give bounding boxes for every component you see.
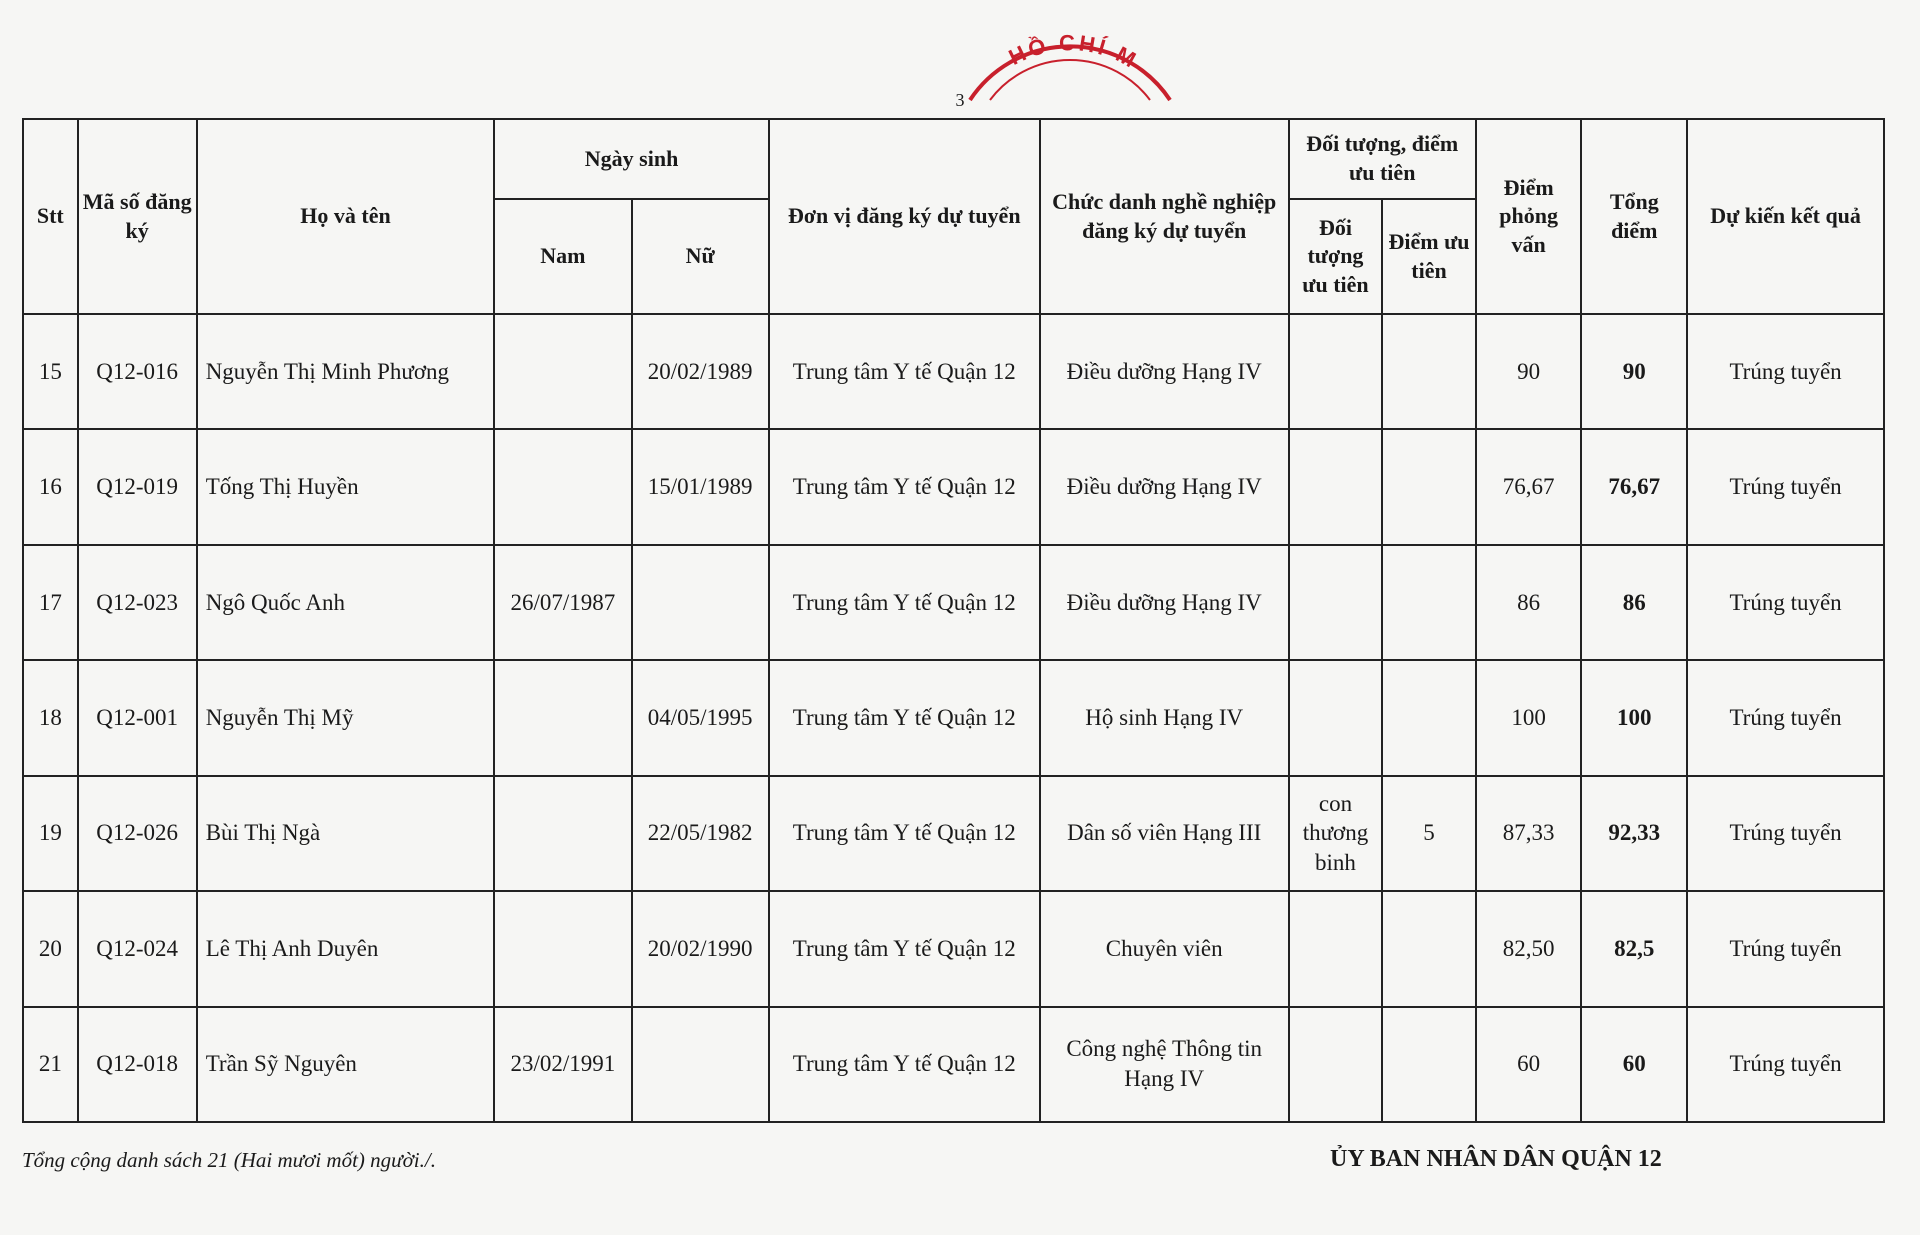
cell-stt: 18: [23, 660, 78, 775]
cell-ma-so: Q12-016: [78, 314, 197, 429]
cell-chuc-danh: Điều dưỡng Hạng IV: [1040, 314, 1289, 429]
cell-ma-so: Q12-023: [78, 545, 197, 660]
cell-chuc-danh: Điều dưỡng Hạng IV: [1040, 545, 1289, 660]
cell-diem-phong-van: 82,50: [1476, 891, 1582, 1006]
cell-du-kien: Trúng tuyển: [1687, 776, 1884, 891]
cell-nu: 20/02/1990: [632, 891, 769, 1006]
cell-don-vi: Trung tâm Y tế Quận 12: [769, 314, 1040, 429]
cell-du-kien: Trúng tuyển: [1687, 891, 1884, 1006]
cell-nam: [494, 891, 631, 1006]
cell-chuc-danh: Công nghệ Thông tin Hạng IV: [1040, 1007, 1289, 1122]
results-table: [22, 118, 1885, 1123]
cell-ho-ten: Tống Thị Huyền: [197, 429, 495, 544]
cell-tong-diem: 76,67: [1581, 429, 1687, 544]
cell-ma-so: Q12-018: [78, 1007, 197, 1122]
cell-diem-uu-tien: [1382, 891, 1476, 1006]
cell-nam: 26/07/1987: [494, 545, 631, 660]
cell-du-kien: Trúng tuyển: [1687, 429, 1884, 544]
cell-diem-uu-tien: [1382, 429, 1476, 544]
issuing-authority: ỦY BAN NHÂN DÂN QUẬN 12: [1330, 1146, 1662, 1172]
cell-doi-tuong: [1289, 1007, 1383, 1122]
header-diem-phong-van: Điểm phỏng vấn: [1476, 119, 1582, 314]
cell-doi-tuong: [1289, 660, 1383, 775]
cell-tong-diem: 100: [1581, 660, 1687, 775]
cell-stt: 16: [23, 429, 78, 544]
cell-chuc-danh: Hộ sinh Hạng IV: [1040, 660, 1289, 775]
cell-nu: [632, 545, 769, 660]
cell-diem-phong-van: 76,67: [1476, 429, 1582, 544]
cell-chuc-danh: Dân số viên Hạng III: [1040, 776, 1289, 891]
header-nu: Nữ: [632, 199, 769, 314]
cell-don-vi: Trung tâm Y tế Quận 12: [769, 776, 1040, 891]
cell-don-vi: Trung tâm Y tế Quận 12: [769, 545, 1040, 660]
cell-doi-tuong: [1289, 429, 1383, 544]
cell-du-kien: Trúng tuyển: [1687, 314, 1884, 429]
cell-du-kien: Trúng tuyển: [1687, 660, 1884, 775]
cell-tong-diem: 82,5: [1581, 891, 1687, 1006]
header-doi-tuong: Đối tượng ưu tiên: [1289, 199, 1383, 314]
header-diem-uu-tien: Điểm ưu tiên: [1382, 199, 1476, 314]
cell-doi-tuong: [1289, 314, 1383, 429]
table-row: [23, 314, 1884, 429]
table-row: [23, 891, 1884, 1006]
cell-ma-so: Q12-001: [78, 660, 197, 775]
cell-don-vi: Trung tâm Y tế Quận 12: [769, 660, 1040, 775]
header-du-kien: Dự kiến kết quả: [1687, 119, 1884, 314]
cell-ho-ten: Lê Thị Anh Duyên: [197, 891, 495, 1006]
cell-diem-phong-van: 60: [1476, 1007, 1582, 1122]
header-ma-so: Mã số đăng ký: [78, 119, 197, 314]
cell-stt: 17: [23, 545, 78, 660]
svg-text:HỒ CHÍ M: [1005, 30, 1143, 74]
cell-chuc-danh: Điều dưỡng Hạng IV: [1040, 429, 1289, 544]
cell-nu: 22/05/1982: [632, 776, 769, 891]
cell-don-vi: Trung tâm Y tế Quận 12: [769, 1007, 1040, 1122]
seal-text: HỒ CHÍ M: [1004, 30, 1143, 74]
cell-diem-phong-van: 90: [1476, 314, 1582, 429]
cell-doi-tuong: [1289, 891, 1383, 1006]
cell-du-kien: Trúng tuyển: [1687, 1007, 1884, 1122]
cell-tong-diem: 90: [1581, 314, 1687, 429]
cell-ho-ten: Trần Sỹ Nguyên: [197, 1007, 495, 1122]
cell-diem-uu-tien: [1382, 545, 1476, 660]
cell-don-vi: Trung tâm Y tế Quận 12: [769, 429, 1040, 544]
cell-ho-ten: Ngô Quốc Anh: [197, 545, 495, 660]
total-count-note: Tổng cộng danh sách 21 (Hai mươi mốt) người./.: [22, 1148, 436, 1172]
cell-doi-tuong: con thương binh: [1289, 776, 1383, 891]
cell-diem-phong-van: 87,33: [1476, 776, 1582, 891]
cell-nu: 04/05/1995: [632, 660, 769, 775]
header-tong-diem: Tổng điểm: [1581, 119, 1687, 314]
cell-ho-ten: Nguyễn Thị Minh Phương: [197, 314, 495, 429]
header-stt: Stt: [23, 119, 78, 314]
cell-ma-so: Q12-026: [78, 776, 197, 891]
cell-nu: 20/02/1989: [632, 314, 769, 429]
table-row: [23, 429, 1884, 544]
header-doi-tuong-group: Đối tượng, điểm ưu tiên: [1289, 119, 1476, 199]
header-ngay-sinh: Ngày sinh: [494, 119, 769, 199]
cell-du-kien: Trúng tuyển: [1687, 545, 1884, 660]
table-row: [23, 776, 1884, 891]
cell-ho-ten: Nguyễn Thị Mỹ: [197, 660, 495, 775]
cell-stt: 15: [23, 314, 78, 429]
cell-stt: 19: [23, 776, 78, 891]
cell-diem-phong-van: 100: [1476, 660, 1582, 775]
cell-diem-uu-tien: [1382, 660, 1476, 775]
cell-diem-uu-tien: [1382, 1007, 1476, 1122]
cell-ma-so: Q12-019: [78, 429, 197, 544]
cell-nam: [494, 660, 631, 775]
cell-ma-so: Q12-024: [78, 891, 197, 1006]
header-ho-ten: Họ và tên: [197, 119, 495, 314]
cell-tong-diem: 60: [1581, 1007, 1687, 1122]
cell-nu: [632, 1007, 769, 1122]
cell-nu: 15/01/1989: [632, 429, 769, 544]
cell-stt: 21: [23, 1007, 78, 1122]
header-chuc-danh: Chức danh nghề nghiệp đăng ký dự tuyển: [1040, 119, 1289, 314]
cell-diem-uu-tien: [1382, 314, 1476, 429]
cell-nam: 23/02/1991: [494, 1007, 631, 1122]
cell-doi-tuong: [1289, 545, 1383, 660]
cell-ho-ten: Bùi Thị Ngà: [197, 776, 495, 891]
cell-tong-diem: 92,33: [1581, 776, 1687, 891]
table-row: [23, 1007, 1884, 1122]
table-row: [23, 545, 1884, 660]
cell-nam: [494, 429, 631, 544]
cell-tong-diem: 86: [1581, 545, 1687, 660]
header-nam: Nam: [494, 199, 631, 314]
cell-diem-phong-van: 86: [1476, 545, 1582, 660]
cell-nam: [494, 314, 631, 429]
cell-don-vi: Trung tâm Y tế Quận 12: [769, 891, 1040, 1006]
cell-stt: 20: [23, 891, 78, 1006]
header-don-vi: Đơn vị đăng ký dự tuyển: [769, 119, 1040, 314]
cell-nam: [494, 776, 631, 891]
table-row: [23, 660, 1884, 775]
cell-diem-uu-tien: 5: [1382, 776, 1476, 891]
page-number: 3: [955, 90, 965, 110]
cell-chuc-danh: Chuyên viên: [1040, 891, 1289, 1006]
